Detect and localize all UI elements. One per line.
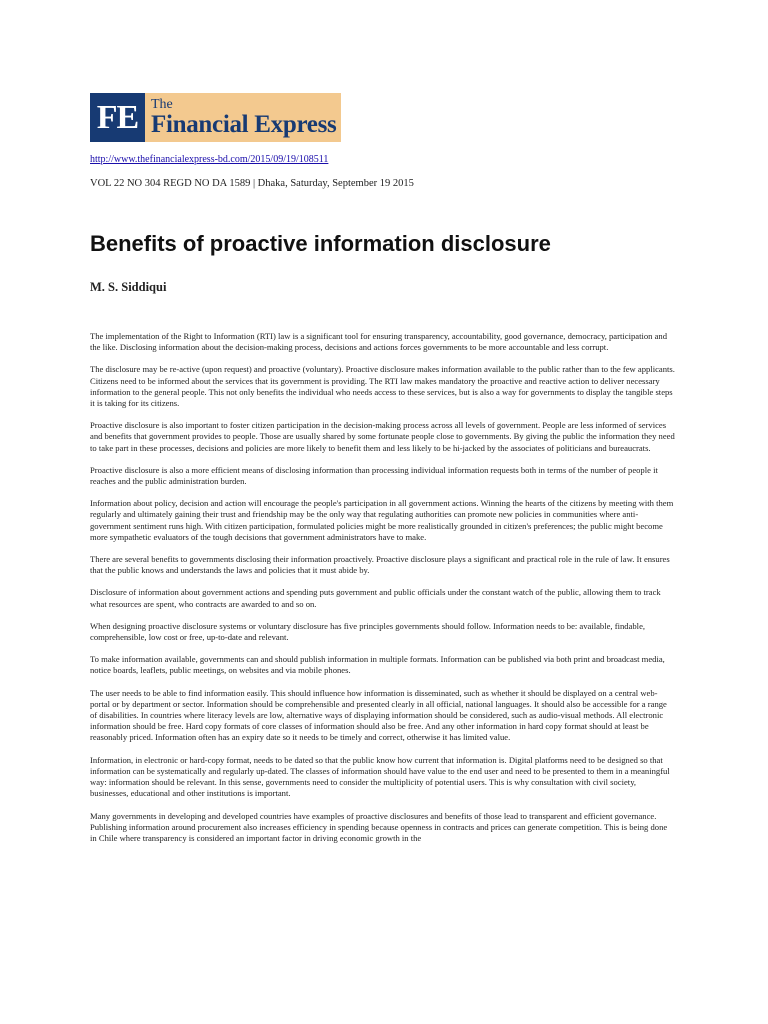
paragraph: The user needs to be able to find information easily. This should influence how information is disseminated, such as whether it should be displayed on a central web-portal or by department or sector. Information should be comprehensible and presented clearly in all official, national languages. It should also be accessible for a range of disabilities. In countries where literacy levels are low, alternative ways of displaying information should be considered, such as audio-visual methods. All electronic information should be free. Hard copy formats of core classes of information should also be free. And any other information in hard copy format should at least be reasonably priced. Information often has an expiry date so it needs to be timely and correct, otherwise it has limited value.	[90, 687, 667, 743]
paragraph: The implementation of the Right to Information (RTI) law is a significant tool for ensuring transparency, accountability, good governance, democracy, participation and the like. Disclosing information about the decision-making process, decisions and actions forces governments to be more accountable and less corrupt.	[90, 331, 667, 353]
paragraph: Proactive disclosure is also important to foster citizen participation in the decision-making process across all levels of government. People are less informed of services and benefits that government provides to people. Those are usually shared by some fortunate people close to governments. By giving the public the information they need to take part in these processes, decisions and policies are more likely to benefit them and less likely to be hi-jacked by the associates of politicians and bureaucrats.	[90, 420, 675, 453]
logo-the: The	[151, 96, 173, 112]
article-url-link[interactable]: http://www.thefinancialexpress-bd.com/2015/09/19/108511	[90, 154, 329, 165]
paragraph: Disclosure of information about government actions and spending puts government and public officials under the constant watch of the public, allowing them to track what resources are spent, who contracts are awarded to and so on.	[90, 587, 661, 609]
paragraph: To make information available, governments can and should publish information in multiple formats. Information can be published via both print and broadcast media, notice boards, leaflets, public meetings, on websites and via mobile phones.	[90, 654, 665, 676]
paragraph: When designing proactive disclosure systems or voluntary disclosure has five principles governments should follow. Information needs to be: available, findable, comprehensible, low cost or free, up-to-date and relevant.	[90, 620, 646, 643]
paragraph: Information about policy, decision and action will encourage the people's participation in all government actions. Winning the hearts of the citizens by meeting with them regularly and ultimately gaining their trust and friendship may be the only way that regulating authorities can promote new policies in communities where anti-government sentiment runs high. With citizen participation, formulated policies might be more realistically grounded in citizen's preferences; the public might become more sympathetic evaluators of the tough decisions that government administrators have to make.	[90, 498, 674, 542]
paragraph: There are several benefits to governments disclosing their information proactively. Proactive disclosure plays a significant and practical role in the rule of law. It ensures that the public knows and understands the laws and policies that it must abide by.	[90, 554, 670, 576]
logo-mark: FE	[90, 93, 145, 142]
paragraph: The disclosure may be re-active (upon request) and proactive (voluntary). Proactive disclosure makes information available to the public rather than to the few applicants. Citizens need to be informed about the services that its government is providing. The RTI law makes mandatory the proactive and reactive action to deliver necessary information to the general people. This not only benefits the individual who needs access to these services, but is also a way for governments to display the tangible steps it is taking for its citizens.	[90, 364, 675, 409]
paragraph: Many governments in developing and developed countries have examples of proactive disclosures and benefits of those lead to transparent and efficient governance. Publishing information around procurement also increases efficiency in spending because openness in contracts and prices can generate competition. This is being done in Chile where transparency is considered an important factor in driving economic growth in the	[90, 810, 668, 843]
dateline: VOL 22 NO 304 REGD NO DA 1589 | Dhaka, Saturday, September 19 2015	[90, 178, 414, 189]
article-headline: Benefits of proactive information disclosure	[90, 231, 551, 256]
financial-express-logo	[90, 93, 341, 142]
logo-text	[145, 93, 336, 142]
logo-name: Financial Express	[151, 110, 337, 138]
author-byline: M. S. Siddiqui	[90, 280, 167, 294]
paragraph: Proactive disclosure is also a more efficient means of disclosing information than processing individual information requests both in terms of the number of people it reaches and the public administration burden.	[90, 464, 658, 487]
paragraph: Information, in electronic or hard-copy format, needs to be dated so that the public know how current that information is. Digital platforms need to be designed so that information can be systematically and regularly up-dated. The classes of information should have value to the end user and need to be presented to them in a meaningful way: information should be relevant. In this sense, governments need to consider the multiplicity of potential users. This is why consultation with civil society, businesses, educational and other institutions is important.	[90, 754, 670, 799]
article-body	[90, 331, 675, 855]
